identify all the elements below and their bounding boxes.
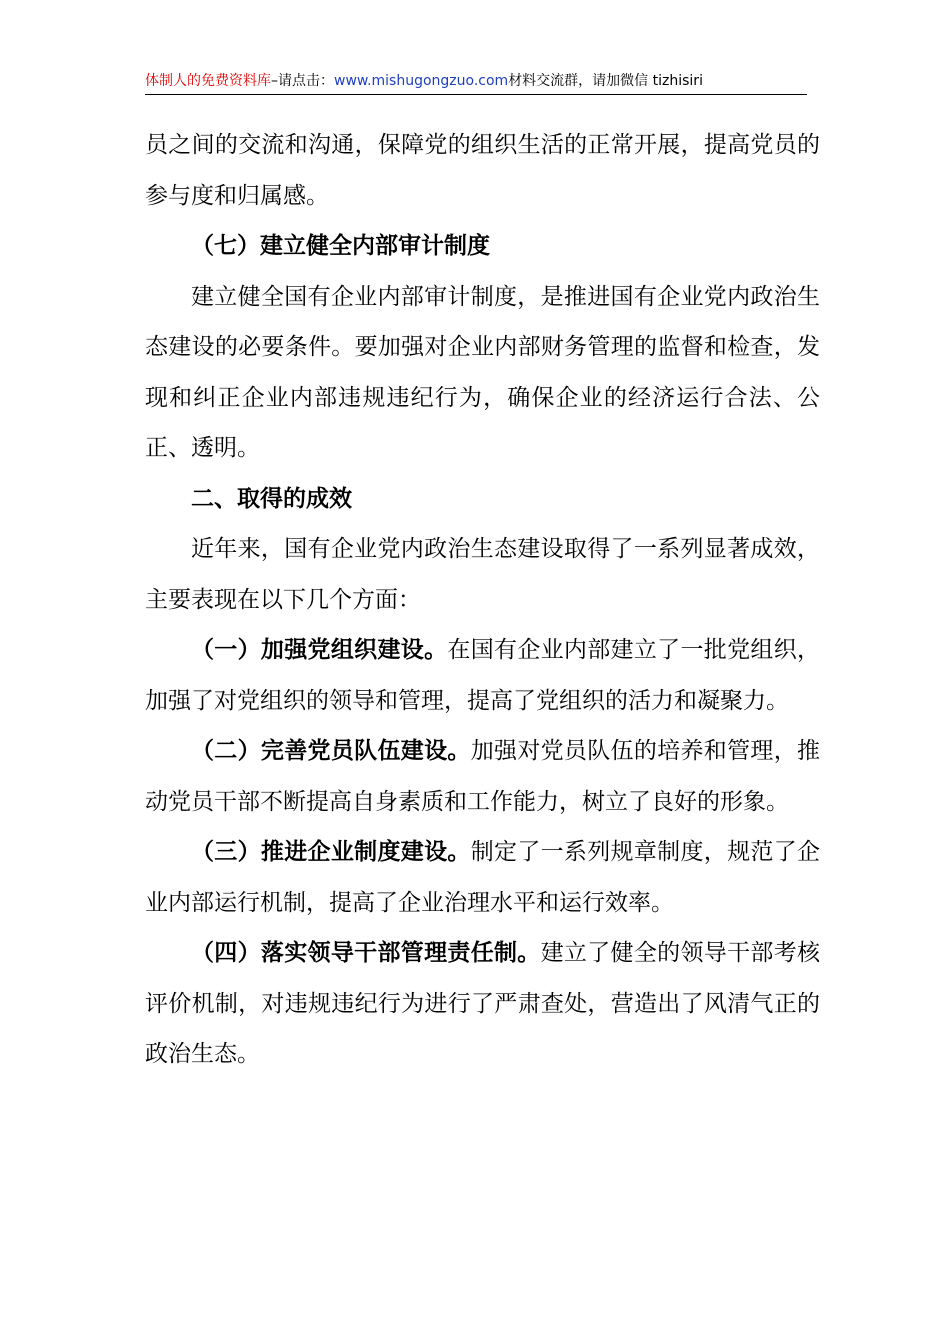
- header-prompt: –请点击：: [271, 73, 334, 89]
- paragraph-continued: 员之间的交流和沟通，保障党的组织生活的正常开展，提高党员的参与度和归属感。: [145, 132, 820, 209]
- achievement-item-3: [145, 827, 820, 928]
- achievement-text-1: 在国有企业内部建立了一批党组织，加强了对党组织的领导和管理，提高了党组织的活力和凝聚力。: [145, 637, 821, 714]
- header-website-link[interactable]: www.mishugongzuo.com: [334, 73, 509, 89]
- achievement-lead-2: （二）完善党员队伍建设。: [191, 738, 471, 764]
- achievement-text-3: 制定了一系列规章制度，规范了企业内部运行机制，提高了企业治理水平和运行效率。: [145, 839, 821, 916]
- achievement-text-4: 建立了健全的领导干部考核评价机制，对违规违纪行为进行了严肃查处，营造出了风清气正的政治生态。: [145, 940, 821, 1067]
- page-header: [145, 70, 807, 95]
- header-brand: 体制人的免费资料库: [145, 73, 271, 89]
- achievement-lead-4: （四）落实领导干部管理责任制。: [191, 940, 541, 966]
- achievement-lead-1: （一）加强党组织建设。: [191, 637, 448, 663]
- header-wechat-note: 材料交流群，请加微信 tizhisiri: [508, 73, 703, 89]
- section-heading-audit: （七）建立健全内部审计制度: [191, 233, 490, 259]
- achievement-item-4: [145, 928, 820, 1080]
- paragraph-audit: 建立健全国有企业内部审计制度，是推进国有企业党内政治生态建设的必要条件。要加强对企业内部财务管理的监督和检查，发现和纠正企业内部违规违纪行为，确保企业的经济运行合法、公正、透明。: [145, 283, 820, 461]
- achievement-item-1: [145, 625, 820, 726]
- achievement-lead-3: （三）推进企业制度建设。: [191, 839, 471, 865]
- section-heading-achievements: 二、取得的成效: [191, 485, 352, 512]
- paragraph-achievements-intro: 近年来，国有企业党内政治生态建设取得了一系列显著成效，主要表现在以下几个方面：: [145, 536, 820, 613]
- document-body: [145, 120, 820, 1080]
- achievement-item-2: [145, 726, 820, 827]
- achievement-text-2: 加强对党员队伍的培养和管理，推动党员干部不断提高自身素质和工作能力，树立了良好的形象。: [145, 738, 821, 815]
